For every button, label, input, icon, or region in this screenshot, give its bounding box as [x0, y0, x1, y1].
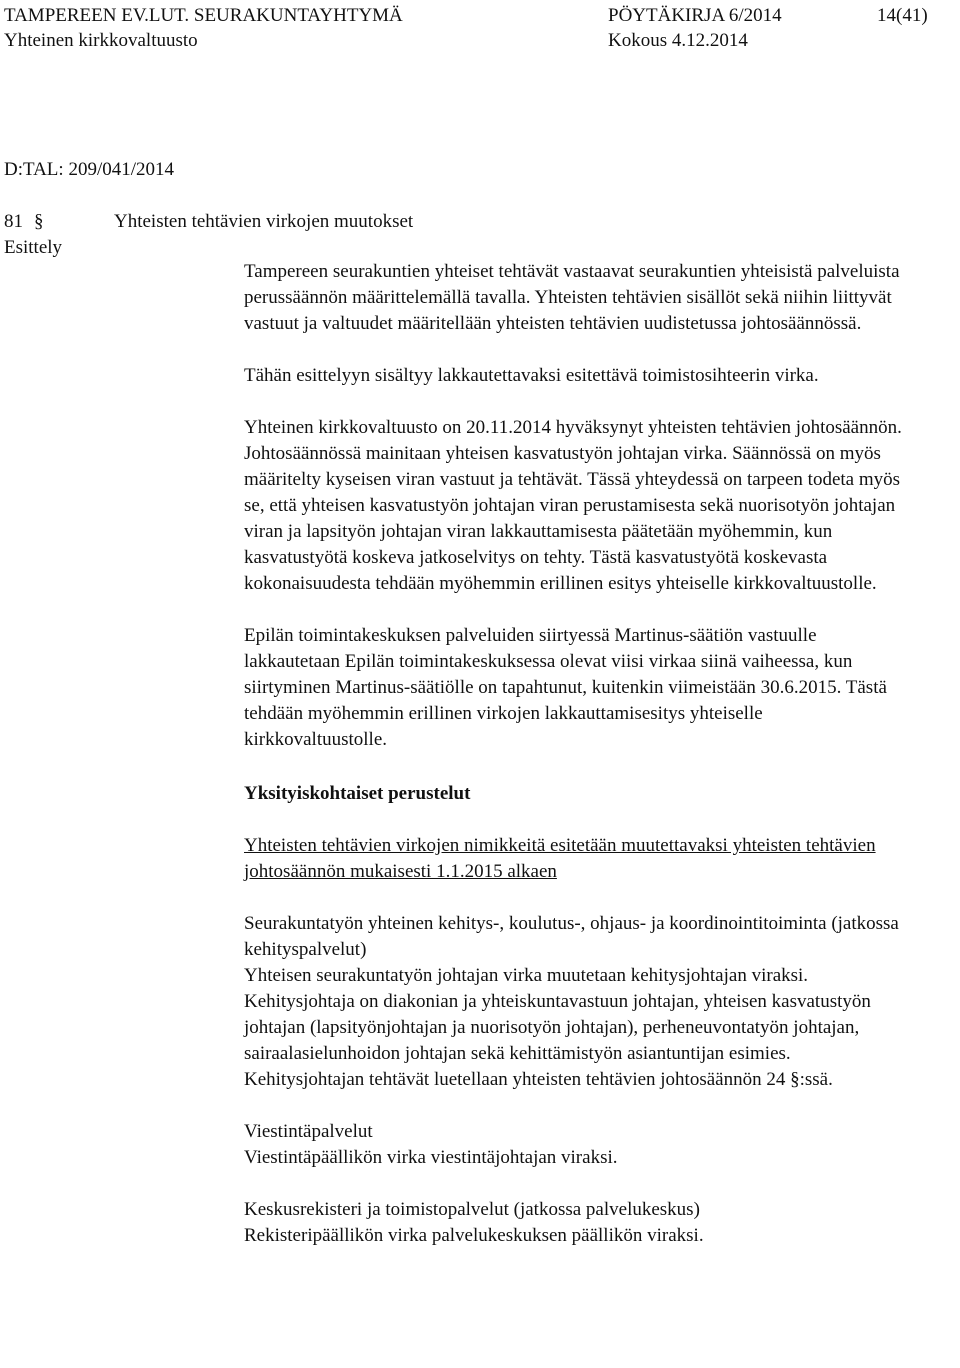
unit-3-text: Rekisteripäällikön virka palvelukeskuksen päällikön viraksi. [244, 1225, 704, 1246]
underlined-note: Yhteisten tehtävien virkojen nimikkeitä esitetään muutettavaksi yhteisten tehtävien johtosäännön mukaisesti 1.1.2015 alkaen [244, 835, 876, 882]
section-symbol: § [34, 211, 44, 232]
paragraph-2: Tähän esittelyyn sisältyy lakkautettavaksi esitettävä toimistosihteerin virka. [244, 365, 819, 386]
page-number: 14(41) [877, 5, 928, 26]
organization-name: TAMPEREEN EV.LUT. SEURAKUNTAYHTYMÄ [4, 5, 403, 26]
section-title: Yhteisten tehtävien virkojen muutokset [114, 211, 414, 232]
unit-1-text: Yhteisen seurakuntatyön johtajan virka muutetaan kehitysjohtajan viraksi. Kehitysjohtaja on diakonian ja yhteiskuntavastuun johtajan, yhteisen kasvatustyön johtajan (lapsityönjohtajan ja nuorisotyön johtajan), perheneuvontatyön johtajan, sairaalasielunhoidon johtajan sekä kehittämistyön asiantuntijan esimies. Kehitysjohtajan tehtävät luetellaan yhteisten tehtävien johtosäännön 24 §:ssä. [244, 965, 871, 1090]
meeting-date: Kokous 4.12.2014 [608, 30, 748, 51]
reference-number: D:TAL: 209/041/2014 [4, 159, 174, 180]
presentation-label: Esittely [4, 237, 63, 258]
detailed-justifications-heading: Yksityiskohtaiset perustelut [244, 783, 471, 804]
section-heading [4, 209, 413, 235]
unit-1-name: Seurakuntatyön yhteinen kehitys-, koulutus-, ohjaus- ja koordinointitoiminta (jatkossa kehityspalvelut) [244, 913, 899, 960]
unit-3-name: Keskusrekisteri ja toimistopalvelut (jatkossa palvelukeskus) [244, 1199, 700, 1220]
paragraph-3: Yhteinen kirkkovaltuusto on 20.11.2014 hyväksynyt yhteisten tehtävien johtosäännön. Johtosäännössä mainitaan yhteisen kasvatustyön johtajan virka. Säännössä on myös määritelty kyseisen viran vastuut ja tehtävät. Tässä yhteydessä on tarpeen todeta myös se, että yhteisen kasvatustyön johtajan viran perustamisesta sekä nuorisotyön johtajan viran ja lapsityön johtajan viran lakkauttamisesta päätetään myöhemmin, kun kasvatustyötä koskeva jatkoselvitys on tehty. Tästä kasvatustyötä koskevasta kokonaisuudesta tehdään myöhemmin erillinen esitys yhteiselle kirkkovaltuustolle. [244, 417, 902, 594]
unit-2-name: Viestintäpalvelut [244, 1121, 373, 1142]
document-title: PÖYTÄKIRJA 6/2014 [608, 5, 782, 26]
body-content [244, 259, 904, 1249]
governing-body: Yhteinen kirkkovaltuusto [4, 30, 198, 51]
section-number: 81 [4, 211, 23, 232]
unit-2-text: Viestintäpäällikön virka viestintäjohtajan viraksi. [244, 1147, 618, 1168]
paragraph-1: Tampereen seurakuntien yhteiset tehtävät vastaavat seurakuntien yhteisistä palveluista perussäännön määrittelemällä tavalla. Yhteisten tehtävien sisällöt sekä niihin liittyvät vastuut ja valtuudet määritellään yhteisten tehtävien uudistetussa johtosäännössä. [244, 261, 900, 334]
paragraph-4: Epilän toimintakeskuksen palveluiden siirtyessä Martinus-säätiön vastuulle lakkautetaan Epilän toimintakeskuksessa olevat viisi virkaa siinä vaiheessa, kun siirtyminen Martinus-säätiölle on tapahtunut, kuitenkin viimeistään 30.6.2015. Tästä tehdään myöhemmin erillinen virkojen lakkauttamisesitys yhteiselle kirkkovaltuustolle. [244, 625, 887, 750]
